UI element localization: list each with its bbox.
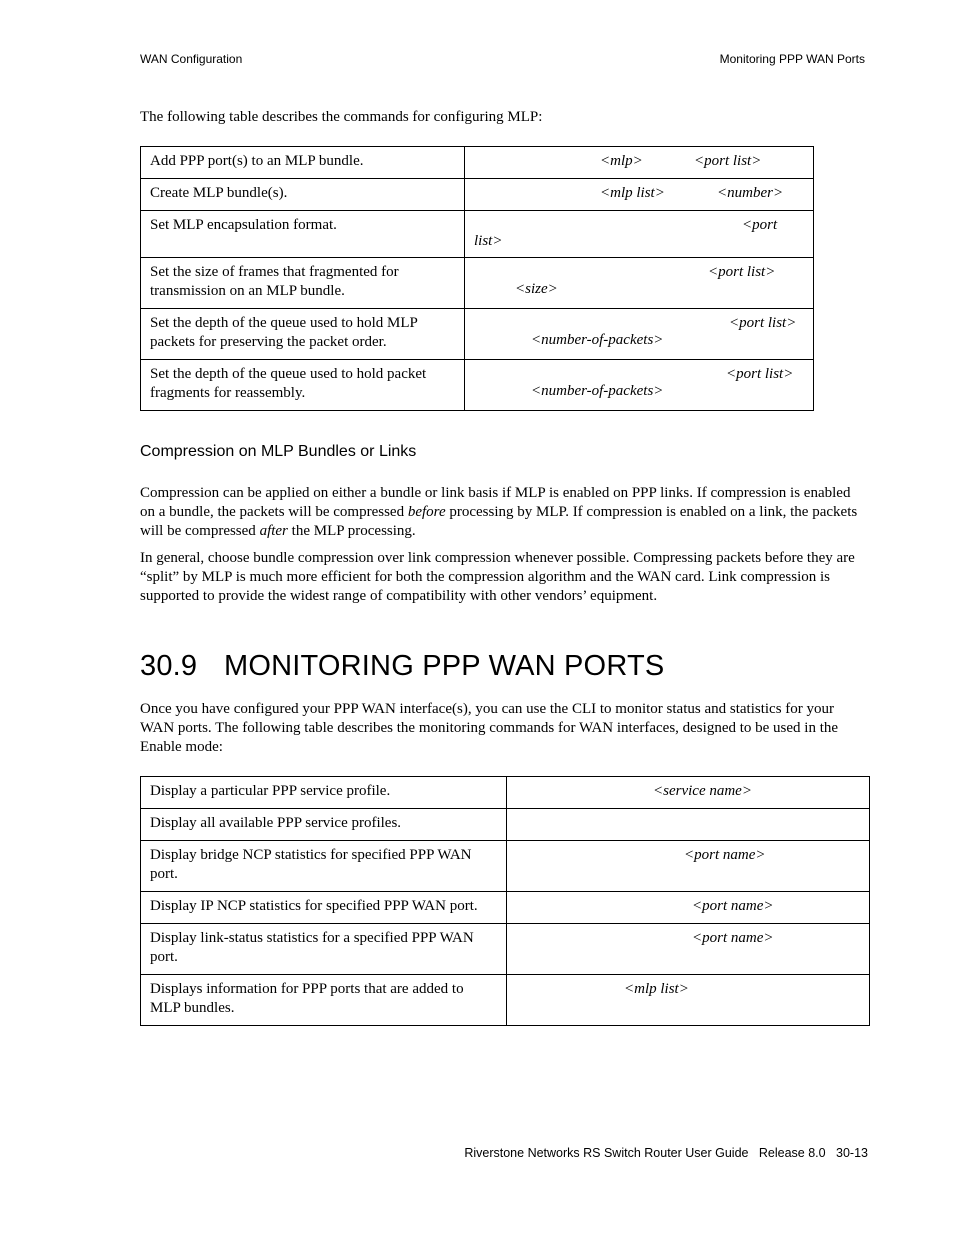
table-row — [141, 777, 870, 809]
compression-heading: Compression on MLP Bundles or Links — [140, 443, 417, 460]
command-param: <service name> — [653, 783, 752, 799]
monitoring-intro: Once you have configured your PPP WAN interface(s), you can use the CLI to monitor status and statistics for your WAN ports. The following table describes the monitoring commands for WAN interfaces, designed to be used in the Enable mode: — [140, 701, 839, 755]
compression-text: the MLP processing. — [287, 523, 416, 539]
command-syntax-cell — [507, 777, 870, 809]
section-title: MONITORING PPP WAN PORTS — [224, 650, 665, 682]
command-param: <port list> — [726, 366, 794, 382]
command-syntax-cell — [465, 309, 814, 360]
command-syntax-cell — [507, 809, 870, 841]
command-param: <port name> — [692, 898, 774, 914]
mlp-command-table — [140, 146, 814, 411]
monitoring-command-table — [140, 776, 870, 1026]
command-description: Display IP NCP statistics for specified PPP WAN port. — [141, 892, 507, 924]
command-description: Set the size of frames that fragmented for transmission on an MLP bundle. — [141, 258, 465, 309]
running-header-left: WAN Configuration — [140, 52, 243, 66]
compression-text: Compression can be applied on either a bundle or link basis if MLP is enabled on PPP links. If compression is enabled on a bundle, the packets will be compressed — [140, 485, 851, 520]
table-row — [141, 809, 870, 841]
command-param: <mlp> — [600, 153, 643, 169]
command-description: Set MLP encapsulation format. — [141, 211, 465, 258]
command-syntax-cell — [507, 924, 870, 975]
command-param: <number-of-packets> — [531, 383, 664, 399]
compression-text: processing by MLP. If compression is enabled on a link, the packets will be compressed — [140, 504, 858, 539]
command-syntax-cell — [465, 258, 814, 309]
command-description: Display all available PPP service profiles. — [141, 809, 507, 841]
command-description: Set the depth of the queue used to hold packet fragments for reassembly. — [141, 360, 465, 411]
table-row — [141, 211, 814, 258]
section-heading — [140, 650, 664, 683]
command-param: <size> — [515, 281, 558, 297]
command-description: Add PPP port(s) to an MLP bundle. — [141, 147, 465, 179]
table-row — [141, 975, 870, 1026]
command-syntax-cell — [465, 360, 814, 411]
command-param: <mlp list> — [600, 185, 665, 201]
command-param: <port — [742, 217, 778, 233]
command-syntax-cell — [507, 975, 870, 1026]
section-number: 30.9 — [140, 650, 198, 682]
command-syntax-cell — [465, 211, 814, 258]
compression-paragraph-1 — [140, 484, 868, 541]
command-description: Display link-status statistics for a specified PPP WAN port. — [141, 924, 507, 975]
running-header-right: Monitoring PPP WAN Ports — [719, 52, 865, 66]
command-param: <number> — [717, 185, 784, 201]
command-description: Displays information for PPP ports that are added to MLP bundles. — [141, 975, 507, 1026]
command-syntax-cell — [465, 147, 814, 179]
command-description: Display bridge NCP statistics for specified PPP WAN port. — [141, 841, 507, 892]
command-param: <port list> — [694, 153, 762, 169]
command-syntax-cell — [465, 179, 814, 211]
command-description: Create MLP bundle(s). — [141, 179, 465, 211]
command-param: <mlp list> — [624, 981, 689, 997]
compression-paragraph-2: In general, choose bundle compression over link compression whenever possible. Compressing packets before they are “split” by MLP is much more efficient for both the compression algorithm and the WAN card. Link compression is supported to provide the widest range of compatibility with other vendors’ equipment. — [140, 550, 855, 604]
command-param: <port list> — [729, 315, 797, 331]
table-row — [141, 179, 814, 211]
table-row — [141, 309, 814, 360]
command-param: <port name> — [692, 930, 774, 946]
compression-emphasis-before: before — [407, 504, 446, 520]
table-row — [141, 841, 870, 892]
command-description: Set the depth of the queue used to hold MLP packets for preserving the packet order. — [141, 309, 465, 360]
mlp-table-intro: The following table describes the commands for configuring MLP: — [140, 109, 543, 125]
command-syntax-cell — [507, 892, 870, 924]
table-row — [141, 147, 814, 179]
table-row — [141, 924, 870, 975]
page-footer: Riverstone Networks RS Switch Router User Guide Release 8.0 30-13 — [464, 1146, 868, 1160]
table-row — [141, 892, 870, 924]
command-param: <port name> — [684, 847, 766, 863]
table-row — [141, 360, 814, 411]
command-syntax-cell — [507, 841, 870, 892]
command-param: <number-of-packets> — [531, 332, 664, 348]
command-param: list> — [474, 233, 503, 249]
command-param: <port list> — [708, 264, 776, 280]
command-description: Display a particular PPP service profile. — [141, 777, 507, 809]
table-row — [141, 258, 814, 309]
compression-emphasis-after: after — [259, 523, 288, 539]
